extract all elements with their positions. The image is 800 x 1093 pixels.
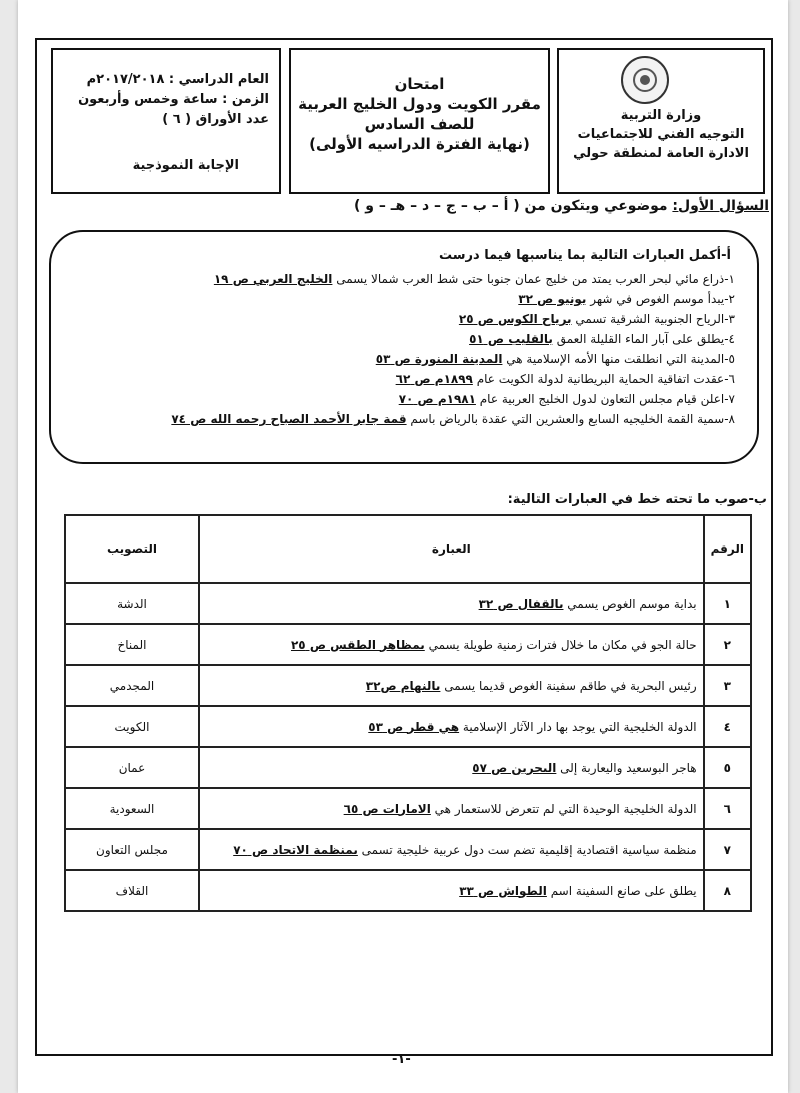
statement-underlined: الامارات ص ٦٥ (343, 801, 431, 816)
part-b-title: ب-صوب ما تحته خط في العبارات التالية: (507, 492, 767, 507)
row-number: ٤ (704, 706, 751, 747)
header-number: الرقم (704, 515, 751, 583)
kuwait-emblem-icon (621, 56, 669, 104)
exam-info-box (51, 48, 281, 194)
table-row (65, 870, 751, 911)
statement-text: الدولة الخليجية الوحيدة التي لم تتعرض للاستعمار هي (430, 801, 697, 816)
exam-duration: الزمن : ساعة وخمس وأربعون (78, 92, 269, 107)
list-item (81, 269, 735, 289)
page-frame (35, 38, 773, 1067)
row-number: ٨ (704, 870, 751, 911)
statement-underlined: بمنظمة الاتحاد ص ٧٠ (233, 842, 358, 857)
table-row (65, 788, 751, 829)
item-number: ٤- (724, 332, 735, 346)
item-text: اعلن قيام مجلس التعاون لدول الخليج العربية عام (475, 392, 725, 406)
item-answer: يونيو ص ٣٢ (518, 292, 587, 306)
list-item (81, 389, 735, 409)
table-row (65, 747, 751, 788)
item-answer: بالقليب ص ٥١ (469, 332, 553, 346)
row-correction: المجدمي (65, 665, 199, 706)
part-a-list (81, 269, 735, 429)
list-item (81, 369, 735, 389)
item-answer: المدينة المنورة ص ٥٣ (375, 352, 503, 366)
model-answer-label: الإجابة النموذجية (132, 158, 239, 173)
sheet-count: عدد الأوراق ( ٦ ) (162, 112, 269, 127)
exam-page (18, 0, 788, 1093)
item-text: عقدت اتفاقية الحماية البريطانية لدولة الكويت عام (472, 372, 725, 386)
exam-title-box (289, 48, 550, 194)
header-correction: التصويب (65, 515, 199, 583)
table-row (65, 706, 751, 747)
statement-underlined: بالقفال ص ٣٢ (478, 596, 564, 611)
list-item (81, 329, 735, 349)
item-number: ٧- (724, 392, 735, 406)
row-correction: عمان (65, 747, 199, 788)
row-statement (199, 624, 704, 665)
department-name: التوجيه الفني للاجتماعيات (577, 127, 745, 142)
row-correction: مجلس التعاون (65, 829, 199, 870)
item-answer: قمة جابر الأحمد الصباح رحمه الله ص ٧٤ (171, 412, 407, 426)
item-answer: برياح الكوس ص ٢٥ (458, 312, 572, 326)
row-correction: السعودية (65, 788, 199, 829)
term-name: (نهاية الفترة الدراسيه الأولى) (309, 135, 530, 153)
row-number: ٢ (704, 624, 751, 665)
item-number: ٢- (724, 292, 735, 306)
item-text: سمية القمة الخليجيه السابع والعشرين التي عقدة بالرياض باسم (406, 412, 725, 426)
part-a-box (49, 230, 759, 464)
part-a-intro: أ-أكمل العبارات التالية بما يناسبها فيما درست (438, 248, 731, 263)
item-answer: ١٨٩٩م ص ٦٢ (395, 372, 473, 386)
grade-name: للصف السادس (364, 115, 475, 133)
item-text: المدينة التي انطلقت منها الأمه الإسلامية هي (502, 352, 725, 366)
item-answer: ١٩٨١م ص ٧٠ (398, 392, 476, 406)
row-statement (199, 747, 704, 788)
list-item (81, 309, 735, 329)
question-one-heading (354, 198, 769, 214)
item-number: ٣- (724, 312, 735, 326)
item-number: ١- (724, 272, 735, 286)
row-statement (199, 706, 704, 747)
exam-label: امتحان (394, 75, 445, 93)
row-statement (199, 829, 704, 870)
statement-text: حالة الجو في مكان ما خلال فترات زمنية طويلة يسمي (424, 637, 697, 652)
list-item (81, 349, 735, 369)
question-one-description: موضوعي ويتكون من ( أ – ب – ج – د – هـ – و ) (354, 198, 673, 214)
correction-table (64, 514, 752, 912)
item-number: ٨- (724, 412, 735, 426)
item-number: ٥- (724, 352, 735, 366)
statement-text: يطلق على صانع السفينة اسم (546, 883, 697, 898)
page-number: -١- (392, 1052, 411, 1067)
item-text: يبدأ موسم الغوص في شهر (586, 292, 725, 306)
row-correction: المناخ (65, 624, 199, 665)
row-statement (199, 870, 704, 911)
statement-underlined: بالنهام ص٣٢ (365, 678, 441, 693)
statement-underlined: بمظاهر الطقس ص ٢٥ (290, 637, 425, 652)
header-statement: العبارة (199, 515, 704, 583)
statement-underlined: الطواش ص ٣٣ (459, 883, 547, 898)
table-row (65, 665, 751, 706)
item-text: الرياح الجنوبية الشرقية تسمي (571, 312, 725, 326)
item-answer: الخليج العربي ص ١٩ (213, 272, 333, 286)
table-header-row (65, 515, 751, 583)
table-row (65, 829, 751, 870)
row-number: ٣ (704, 665, 751, 706)
statement-underlined: البحرين ص ٥٧ (472, 760, 557, 775)
row-number: ٥ (704, 747, 751, 788)
row-statement (199, 788, 704, 829)
district-name: الادارة العامة لمنطقة حولي (573, 146, 749, 161)
table-row (65, 583, 751, 624)
item-text: ذراع مائي لبحر العرب يمتد من خليج عمان جنوبا حتى شط العرب شمالا يسمى (332, 272, 725, 286)
row-statement (199, 583, 704, 624)
list-item (81, 289, 735, 309)
ministry-box (557, 48, 765, 194)
row-number: ١ (704, 583, 751, 624)
statement-underlined: هي قطر ص ٥٣ (368, 719, 460, 734)
statement-text: بداية موسم الغوص يسمي (563, 596, 697, 611)
item-text: يطلق على آبار الماء القليلة العمق (552, 332, 725, 346)
course-name: مقرر الكويت ودول الخليج العربية (298, 95, 541, 113)
item-number: ٦- (724, 372, 735, 386)
row-number: ٦ (704, 788, 751, 829)
row-correction: القلاف (65, 870, 199, 911)
row-correction: الكويت (65, 706, 199, 747)
row-statement (199, 665, 704, 706)
table-row (65, 624, 751, 665)
statement-text: منظمة سياسية اقتصادية إقليمية تضم ست دول عربية خليجية تسمى (357, 842, 697, 857)
statement-text: هاجر البوسعيد واليعاربة إلى (556, 760, 697, 775)
ministry-name: وزارة التربية (620, 108, 702, 123)
row-number: ٧ (704, 829, 751, 870)
list-item (81, 409, 735, 429)
row-correction: الدشة (65, 583, 199, 624)
school-year: العام الدراسي : ٢٠١٧/٢٠١٨م (86, 72, 269, 87)
question-one-title: السؤال الأول: (672, 198, 769, 214)
statement-text: الدولة الخليجية التي يوجد بها دار الآثار الإسلامية (459, 719, 697, 734)
statement-text: رئيس البحرية في طاقم سفينة الغوص قديما يسمى (440, 678, 697, 693)
